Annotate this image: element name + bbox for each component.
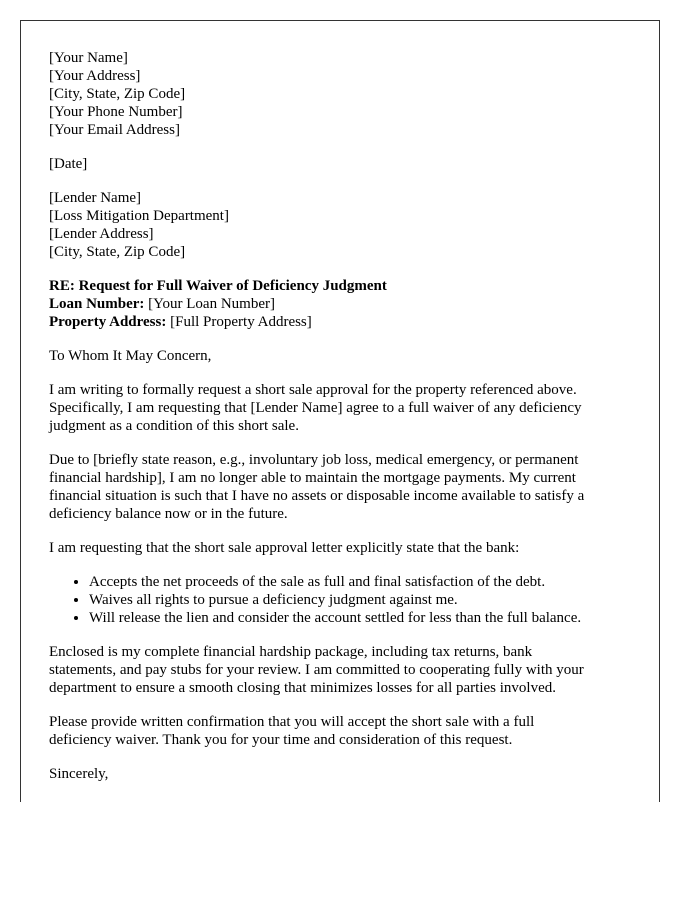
salutation (49, 347, 639, 365)
sender-email: [Your Email Address] (49, 122, 180, 138)
lender-city-state-zip: [City, State, Zip Code] (49, 244, 186, 260)
sender-address: [Your Address] (49, 68, 141, 84)
list-item: • Waives all rights to pursue a deficiency judgment against me. (89, 591, 639, 609)
loan-number-line (49, 295, 639, 313)
paragraph-line: Please provide written confirmation that you will accept the short sale with a full (49, 714, 535, 730)
list-item: • Accepts the net proceeds of the sale as full and final satisfaction of the debt. (89, 573, 639, 591)
lender-name: [Lender Name] (49, 190, 142, 206)
conditions-list (49, 573, 639, 627)
paragraph-line: Enclosed is my complete financial hardship package, including tax returns, bank (49, 644, 533, 660)
paragraph-line: I am requesting that the short sale approval letter explicitly state that the bank: (49, 540, 520, 556)
paragraph-line: I am writing to formally request a short sale approval for the property referenced above. (49, 382, 577, 398)
letter-date: [Date] (49, 156, 88, 172)
sender-city-state-zip: [City, State, Zip Code] (49, 86, 186, 102)
closing-text: Sincerely, (49, 766, 109, 782)
paragraph-list-intro (49, 539, 639, 557)
paragraph-line: financial hardship], I am no longer able to maintain the mortgage payments. My current (49, 470, 576, 486)
paragraph-line: deficiency balance now or in the future. (49, 506, 288, 522)
lender-address: [Lender Address] (49, 226, 154, 242)
closing (49, 765, 639, 783)
property-address-label: Property Address: (49, 314, 167, 330)
lender-department: [Loss Mitigation Department] (49, 208, 229, 224)
loan-number-label: Loan Number: (49, 296, 145, 312)
paragraph-request (49, 381, 639, 435)
letter-body (49, 49, 639, 799)
property-address-line (49, 313, 639, 331)
subject-line: RE: Request for Full Waiver of Deficiency Judgment (49, 278, 387, 294)
paragraph-confirmation (49, 713, 639, 749)
paragraph-line: department to ensure a smooth closing that minimizes losses for all parties involved. (49, 680, 556, 696)
paragraph-line: Specifically, I am requesting that [Lender Name] agree to a full waiver of any deficiency (49, 400, 582, 416)
paragraph-line: Due to [briefly state reason, e.g., involuntary job loss, medical emergency, or permanent (49, 452, 579, 468)
sender-phone: [Your Phone Number] (49, 104, 183, 120)
date-block (49, 155, 639, 173)
salutation-text: To Whom It May Concern, (49, 348, 212, 364)
sender-block (49, 49, 639, 139)
list-item: • Will release the lien and consider the account settled for less than the full balance. (89, 609, 639, 627)
loan-number-value: [Your Loan Number] (144, 296, 275, 312)
letter-page (20, 20, 660, 802)
paragraph-hardship (49, 451, 639, 523)
property-address-value: [Full Property Address] (166, 314, 312, 330)
paragraph-line: statements, and pay stubs for your review. I am committed to cooperating fully with your (49, 662, 584, 678)
sender-name: [Your Name] (49, 50, 128, 66)
paragraph-line: financial situation is such that I have no assets or disposable income available to satisfy a (49, 488, 585, 504)
subject-block (49, 277, 639, 331)
paragraph-line: deficiency waiver. Thank you for your time and consideration of this request. (49, 732, 513, 748)
paragraph-line: judgment as a condition of this short sale. (49, 418, 299, 434)
recipient-block (49, 189, 639, 261)
paragraph-enclosures (49, 643, 639, 697)
